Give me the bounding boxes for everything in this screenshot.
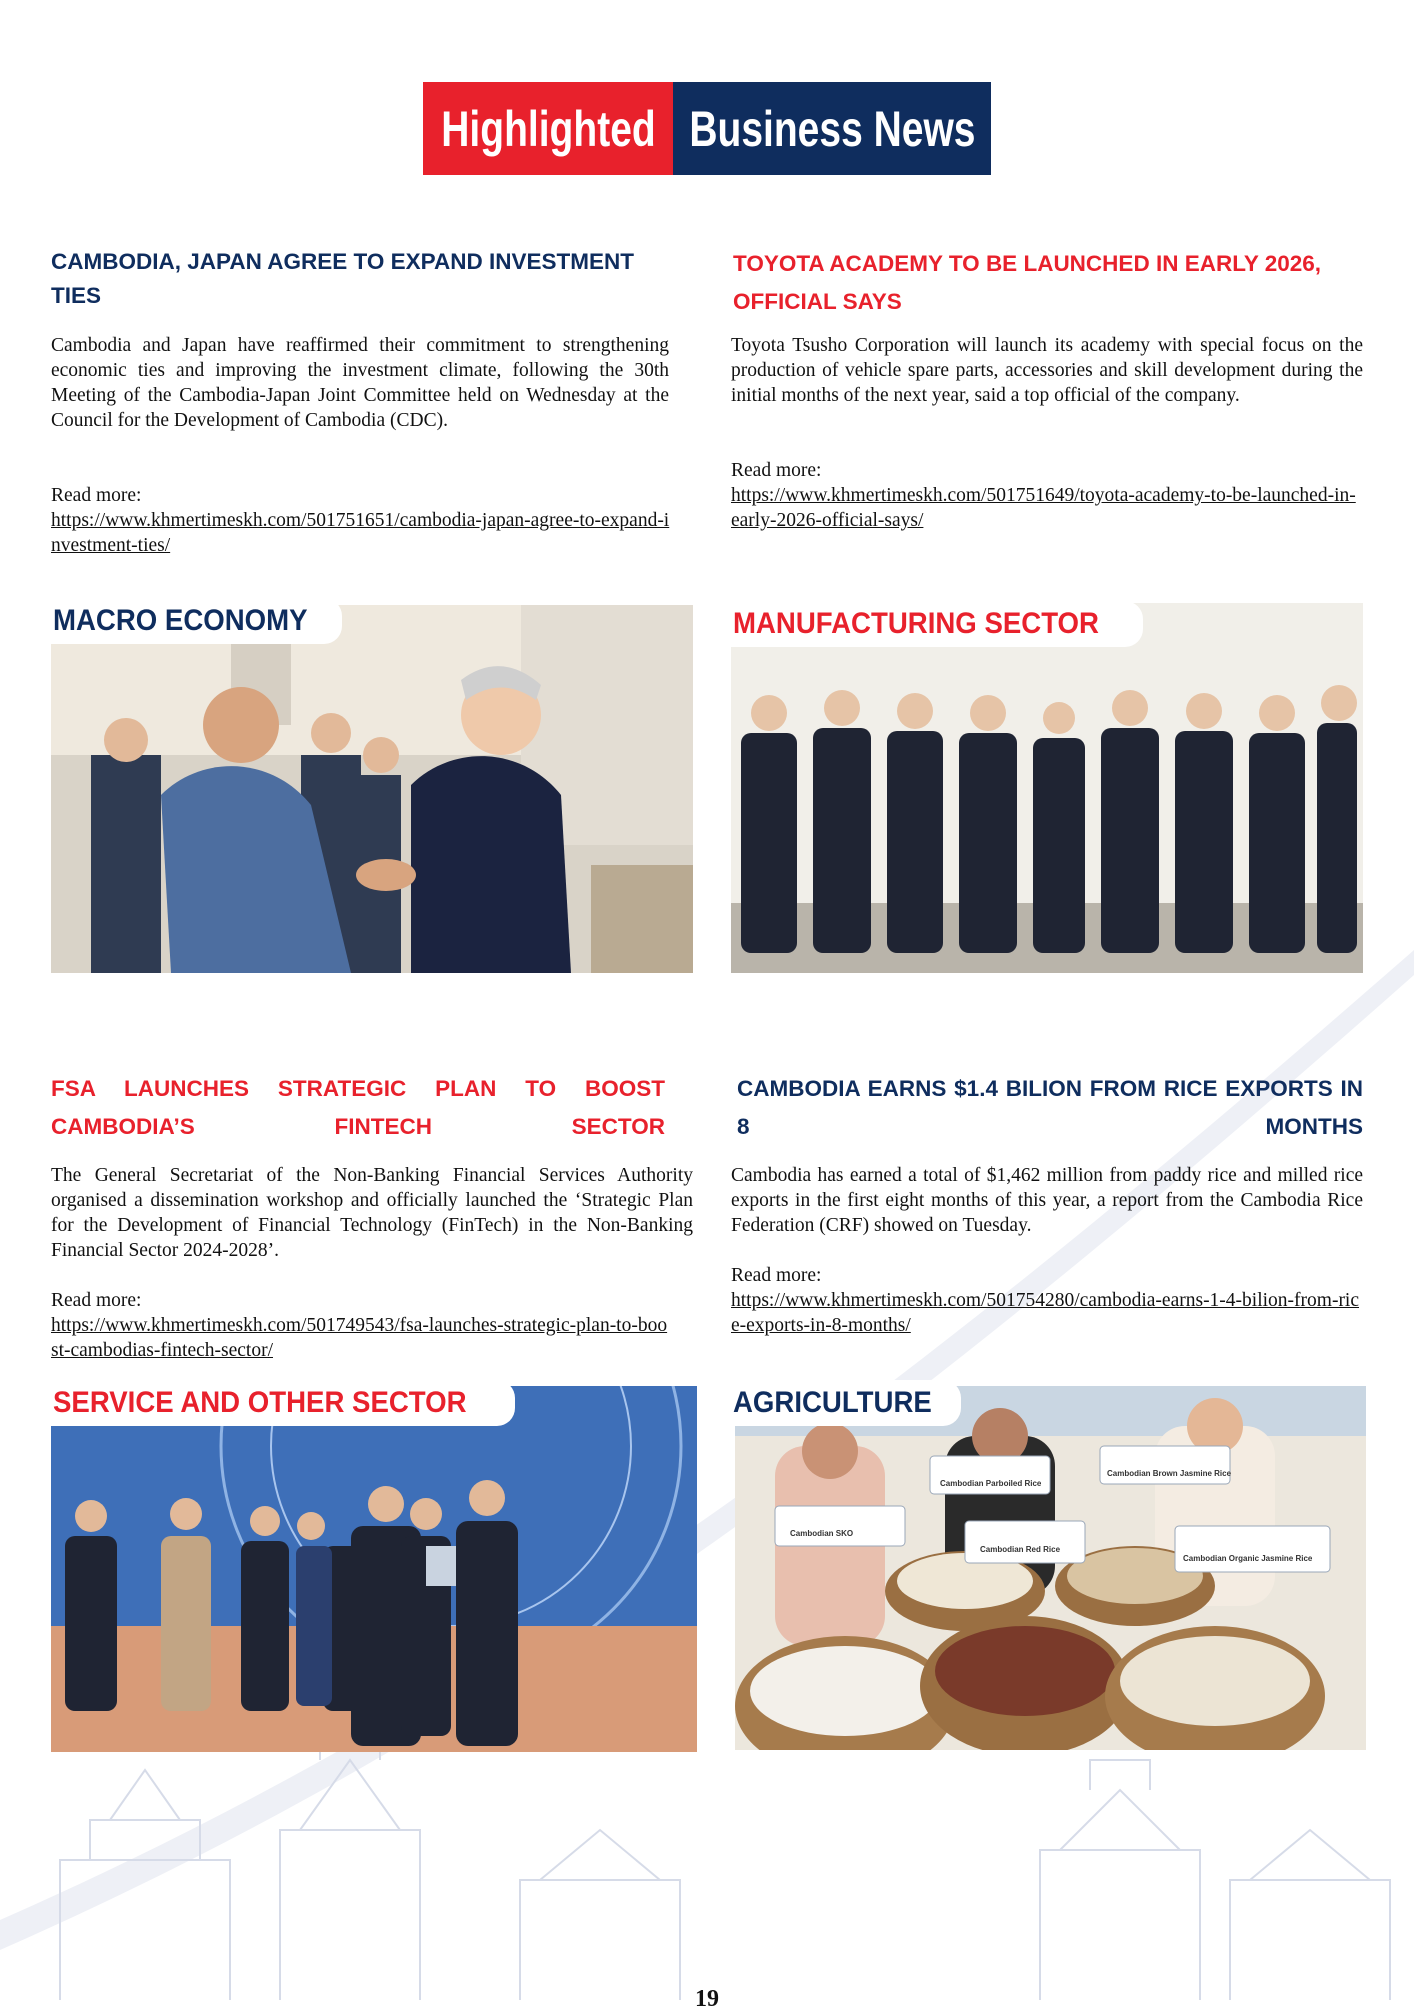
rice-sign-parboiled: Cambodian Parboiled Rice xyxy=(940,1479,1042,1488)
article-2-headline: TOYOTA ACADEMY TO BE LAUNCHED IN EARLY 2026, OFFICIAL SAYS xyxy=(733,251,1322,314)
article-4-readmore xyxy=(731,1263,1363,1338)
banner-highlighted: Highlighted xyxy=(423,82,673,175)
article-3-readmore xyxy=(51,1288,671,1363)
article-2-body: Toyota Tsusho Corporation will launch its academy with special focus on the production of vehicle spare parts, accessories and skill development during the initial months of the next year, said a top official of the company. xyxy=(731,335,1363,406)
article-4-link[interactable]: https://www.khmertimeskh.com/501754280/cambodia-earns-1-4-bilion-from-rice-exports-in-8-months/ xyxy=(731,1290,1360,1336)
article-3-headline: FSA LAUNCHES STRATEGIC PLAN TO BOOST CAMBODIA’S FINTECH SECTOR xyxy=(51,1076,665,1139)
article-4-headline: CAMBODIA EARNS $1.4 BILION FROM RICE EXPORTS IN 8 MONTHS xyxy=(737,1076,1363,1139)
read-more-label: Read more: xyxy=(731,460,822,481)
page-number: 19 xyxy=(695,1986,719,2012)
article-3-body: The General Secretariat of the Non-Banking Financial Services Authority organised a dissemination workshop and officially launched the ‘Strategic Plan for the Development of Financial Technology (FinTech) in the Non-Banking Financial Sector 2024-2028’. xyxy=(51,1165,693,1261)
article-1-readmore xyxy=(51,483,671,558)
macro-economy-photo xyxy=(51,605,693,973)
rice-sign-sko: Cambodian SKO xyxy=(790,1529,854,1538)
award-ceremony-illustration xyxy=(51,1386,697,1752)
article-3-link[interactable]: https://www.khmertimeskh.com/501749543/fsa-launches-strategic-plan-to-boost-cambodias-fintech-sector/ xyxy=(51,1315,668,1361)
rice-display-illustration xyxy=(735,1386,1366,1750)
article-1-link[interactable]: https://www.khmertimeskh.com/501751651/cambodia-japan-agree-to-expand-investment-ties/ xyxy=(51,510,670,556)
banner-business-news: Business News xyxy=(673,82,991,175)
article-2-readmore xyxy=(731,458,1363,533)
manufacturing-photo xyxy=(731,603,1363,973)
article-4-body: Cambodia has earned a total of $1,462 million from paddy rice and milled rice exports in the first eight months of this year, a report from the Cambodia Rice Federation (CRF) showed on Tuesday. xyxy=(731,1165,1363,1236)
read-more-label: Read more: xyxy=(51,485,142,506)
section-label-agriculture: AGRICULTURE xyxy=(731,1380,961,1426)
group-photo-illustration xyxy=(731,603,1363,973)
agriculture-photo xyxy=(735,1386,1366,1750)
service-sector-photo xyxy=(51,1386,697,1752)
read-more-label: Read more: xyxy=(731,1265,822,1286)
read-more-label: Read more: xyxy=(51,1290,142,1311)
article-2-link[interactable]: https://www.khmertimeskh.com/501751649/toyota-academy-to-be-launched-in-early-2026-official-says/ xyxy=(731,485,1356,531)
rice-sign-red: Cambodian Red Rice xyxy=(980,1545,1061,1554)
handshake-illustration xyxy=(51,605,693,973)
section-label-service: SERVICE AND OTHER SECTOR xyxy=(51,1380,515,1426)
section-label-macro-economy: MACRO ECONOMY xyxy=(51,598,342,644)
rice-sign-organic-jasmine: Cambodian Organic Jasmine Rice xyxy=(1183,1554,1313,1563)
article-1-body: Cambodia and Japan have reaffirmed their commitment to strengthening economic ties and improving the investment climate, following the 30th Meeting of the Cambodia-Japan Joint Committee held on Wednesday at the Council for the Development of Cambodia (CDC). xyxy=(51,335,669,431)
page-banner xyxy=(423,82,991,175)
rice-sign-brown-jasmine: Cambodian Brown Jasmine Rice xyxy=(1107,1469,1232,1478)
section-label-manufacturing: MANUFACTURING SECTOR xyxy=(731,601,1143,647)
article-1-headline: CAMBODIA, JAPAN AGREE TO EXPAND INVESTMENT TIES xyxy=(51,249,634,308)
